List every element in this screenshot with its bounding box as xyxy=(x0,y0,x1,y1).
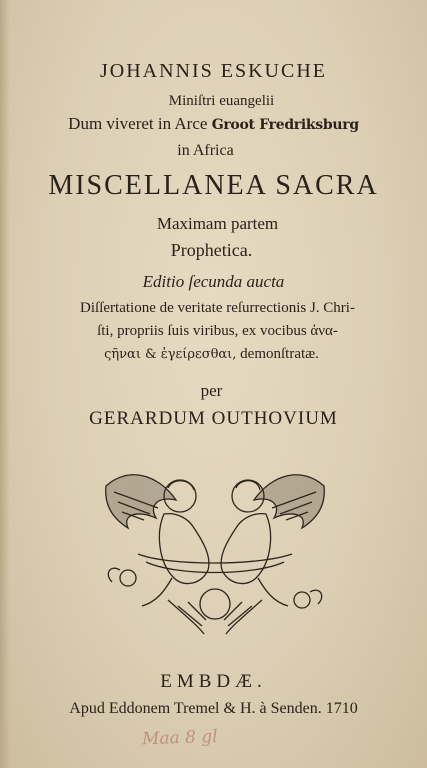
main-title: MISCELLANEA SACRA xyxy=(48,170,379,201)
per-line: per xyxy=(200,381,223,400)
edition-line: Editio ſecunda aucta xyxy=(142,272,285,291)
description-line-1: Diſſertatione de veritate reſurrectionis J. Chri- xyxy=(80,300,355,316)
location-africa: in Africa xyxy=(177,142,234,159)
imprint-place: EMBDÆ. xyxy=(160,671,267,692)
subtitle-line-1: Maximam partem xyxy=(156,214,279,233)
handwritten-note: Maa 8 gl xyxy=(141,726,218,750)
description-line-3 xyxy=(0,346,425,363)
imprint-line: Apud Eddonem Tremel & H. à Senden. 1710 xyxy=(69,700,358,717)
greek-words: ςῆναι & ἐγείρεσθαι, xyxy=(104,347,237,362)
description-latin-end: demonſtratæ. xyxy=(240,346,319,362)
location-gothic: Groot Fredriksburg xyxy=(211,117,359,133)
subtitle-line-2: Prophetica. xyxy=(170,240,253,260)
description-line-2: ſti, propriis ſuis viribus, ex vocibus ἀνα- xyxy=(97,323,338,339)
cherubs-ornament xyxy=(98,466,332,642)
author-name: JOHANNIS ESKUCHE xyxy=(99,60,327,82)
location-prefix: Dum viveret in Arce xyxy=(68,114,208,133)
editor-name: GERARDUM OUTHOVIUM xyxy=(89,408,338,429)
author-role: Miniſtri euangelii xyxy=(168,93,275,109)
author-location xyxy=(0,114,427,134)
